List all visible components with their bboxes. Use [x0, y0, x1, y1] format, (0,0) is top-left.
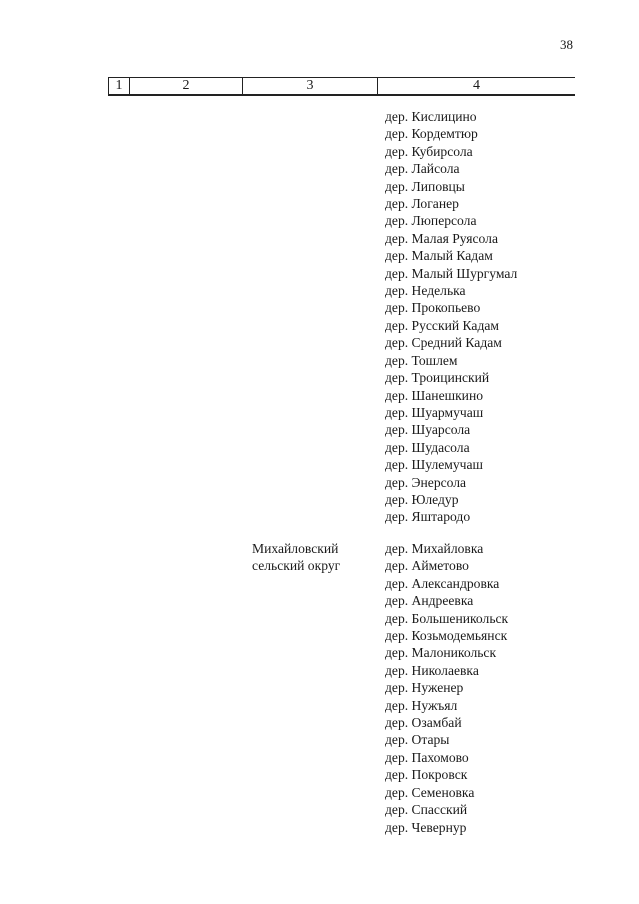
- village-entry: дер. Шуарсола: [385, 422, 471, 438]
- village-entry: дер. Яштародо: [385, 509, 471, 525]
- column-header-4: 4: [378, 78, 576, 96]
- village-list-section-a: [385, 108, 517, 526]
- village-entry: дер. Андреевка: [385, 593, 474, 609]
- village-entry: дер. Лайсола: [385, 161, 460, 177]
- village-entry: дер. Озамбай: [385, 715, 462, 731]
- column-header-table: [108, 77, 575, 96]
- village-entry: дер. Покровск: [385, 767, 468, 783]
- village-entry: дер. Кубирсола: [385, 143, 473, 159]
- village-entry: дер. Малый Кадам: [385, 248, 493, 264]
- village-entry: дер. Малоникольск: [385, 645, 497, 661]
- village-entry: дер. Нужъял: [385, 697, 458, 713]
- village-entry: дер. Русский Кадам: [385, 317, 499, 333]
- village-entry: дер. Чевернур: [385, 819, 467, 835]
- village-entry: дер. Николаевка: [385, 662, 479, 678]
- village-entry: дер. Неделька: [385, 283, 466, 299]
- village-entry: дер. Юледур: [385, 491, 459, 507]
- village-entry: дер. Спасский: [385, 802, 468, 818]
- village-entry: дер. Прокопьево: [385, 300, 481, 316]
- village-entry: дер. Троицинский: [385, 370, 490, 386]
- village-entry: дер. Средний Кадам: [385, 335, 502, 351]
- village-entry: дер. Пахомово: [385, 749, 469, 765]
- column-header-3: 3: [243, 78, 378, 96]
- village-entry: дер. Шуармучаш: [385, 404, 484, 420]
- village-entry: дер. Кислицино: [385, 109, 477, 124]
- village-entry: дер. Шанешкино: [385, 387, 484, 403]
- village-entry: дер. Шудасола: [385, 439, 470, 455]
- village-entry: дер. Энерсола: [385, 474, 467, 490]
- column-header-2: 2: [130, 78, 243, 96]
- village-entry: дер. Логанер: [385, 196, 459, 212]
- village-entry: дер. Отары: [385, 732, 450, 748]
- district-name-line2: сельский округ: [252, 558, 341, 574]
- village-entry: дер. Шулемучаш: [385, 457, 484, 473]
- column-header-row: [109, 78, 576, 96]
- village-entry: дер. Семеновка: [385, 784, 475, 800]
- village-list-section-b: [385, 540, 508, 836]
- village-entry: дер. Александровка: [385, 575, 500, 591]
- column-header-1: 1: [109, 78, 130, 96]
- village-entry: дер. Люперсола: [385, 213, 477, 229]
- village-entry: дер. Малая Руясола: [385, 230, 498, 246]
- village-entry: дер. Малый Шургумал: [385, 265, 518, 281]
- district-name: [252, 540, 340, 575]
- page-number: 38: [560, 37, 573, 52]
- village-entry: дер. Липовцы: [385, 178, 465, 194]
- village-entry: дер. Большеникольск: [385, 610, 509, 626]
- village-entry: дер. Нуженер: [385, 680, 464, 696]
- village-entry: дер. Тошлем: [385, 352, 458, 368]
- village-entry: дер. Кордемтюр: [385, 126, 478, 142]
- district-name-line1: Михайловский: [252, 541, 339, 556]
- village-entry: дер. Козьмодемьянск: [385, 628, 508, 644]
- village-entry: дер. Михайловка: [385, 541, 484, 556]
- village-entry: дер. Айметово: [385, 558, 469, 574]
